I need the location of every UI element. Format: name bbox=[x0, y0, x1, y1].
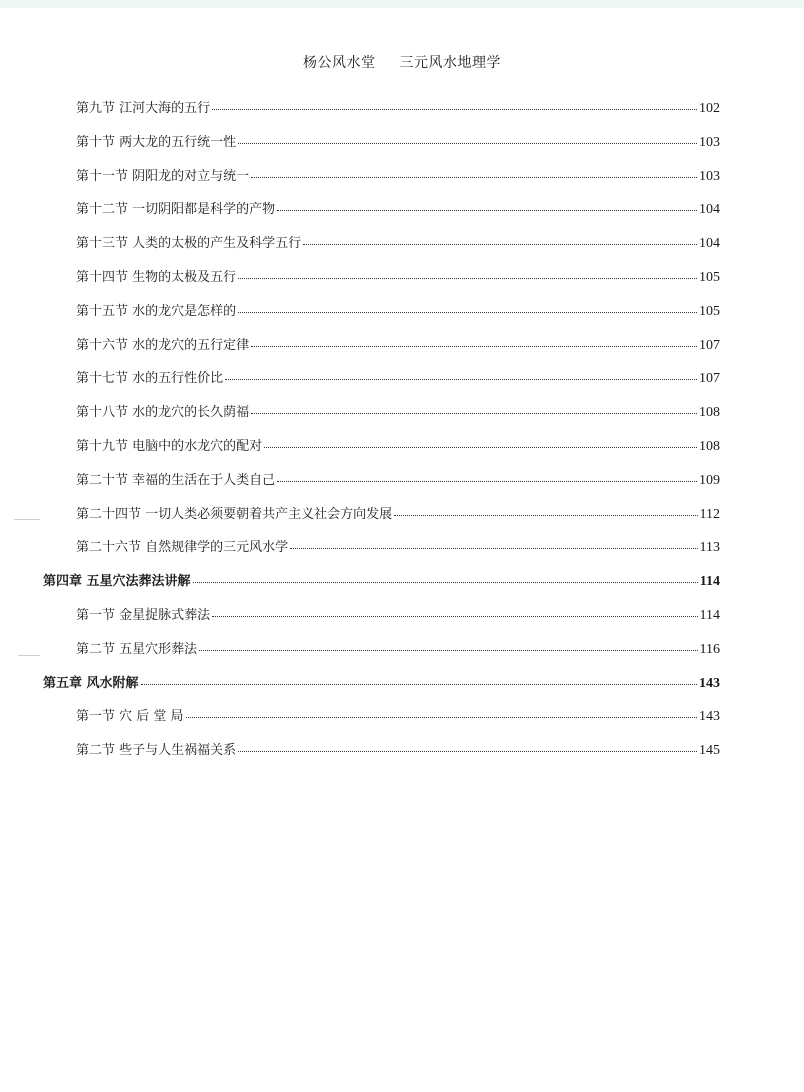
toc-section-entry bbox=[76, 540, 720, 556]
toc-leader-dots bbox=[277, 200, 697, 211]
toc-leader-dots bbox=[238, 741, 697, 752]
toc-section-entry bbox=[76, 270, 720, 286]
header-left-title: 杨公风水堂 bbox=[303, 55, 376, 71]
toc-leader-dots bbox=[212, 606, 697, 617]
toc-leader-dots bbox=[251, 167, 697, 178]
toc-section-entry bbox=[76, 169, 720, 185]
toc-entry-title: 第十五节 水的龙穴是怎样的 bbox=[76, 304, 237, 319]
toc-leader-dots bbox=[212, 99, 697, 110]
toc-leader-dots bbox=[251, 336, 697, 347]
toc-section-entry bbox=[76, 709, 720, 725]
toc-entry-title: 第十九节 电脑中的水龙穴的配对 bbox=[76, 439, 263, 454]
toc-page-number: 145 bbox=[699, 743, 720, 758]
toc-page-number: 109 bbox=[699, 473, 720, 488]
toc-section-entry bbox=[76, 405, 720, 421]
toc-section-entry bbox=[76, 135, 720, 151]
toc-section-entry bbox=[76, 202, 720, 218]
toc-leader-dots bbox=[186, 707, 697, 718]
toc-section-entry bbox=[76, 371, 720, 387]
toc-page-number: 104 bbox=[699, 202, 720, 217]
toc-chapter-entry bbox=[43, 574, 720, 590]
toc-section-entry bbox=[76, 642, 720, 658]
toc-entry-title: 第十节 两大龙的五行统一性 bbox=[76, 135, 237, 150]
toc-leader-dots bbox=[141, 674, 697, 685]
header-right-title: 三元风水地理学 bbox=[399, 55, 501, 71]
toc-entry-title: 第二十四节 一切人类必须要朝着共产主义社会方向发展 bbox=[76, 507, 393, 522]
toc-leader-dots bbox=[238, 302, 697, 313]
toc-entry-title: 第十四节 生物的太极及五行 bbox=[76, 270, 237, 285]
toc-entry-title: 第五章 风水附解 bbox=[43, 676, 139, 691]
toc-page-number: 103 bbox=[699, 135, 720, 150]
scan-mark bbox=[18, 655, 40, 656]
toc-section-entry bbox=[76, 236, 720, 252]
toc-page-number: 105 bbox=[699, 304, 720, 319]
toc-entry-title: 第二节 五星穴形葬法 bbox=[76, 642, 198, 657]
toc-entry-title: 第一节 金星捉脉式葬法 bbox=[76, 608, 211, 623]
toc-section-entry bbox=[76, 338, 720, 354]
toc-page-number: 114 bbox=[699, 608, 720, 623]
toc-page-number: 104 bbox=[699, 236, 720, 251]
toc-leader-dots bbox=[290, 538, 697, 549]
toc-section-entry bbox=[76, 743, 720, 759]
toc-leader-dots bbox=[251, 403, 697, 414]
toc-entry-title: 第十六节 水的龙穴的五行定律 bbox=[76, 338, 250, 353]
toc-entry-title: 第十二节 一切阴阳都是科学的产物 bbox=[76, 202, 276, 217]
toc-page-number: 107 bbox=[699, 338, 720, 353]
toc-leader-dots bbox=[238, 133, 697, 144]
toc-page-number: 143 bbox=[699, 709, 720, 724]
toc-entry-title: 第二十节 幸福的生活在于人类自己 bbox=[76, 473, 276, 488]
toc-entry-title: 第九节 江河大海的五行 bbox=[76, 101, 211, 116]
toc-leader-dots bbox=[199, 640, 697, 651]
toc-entry-title: 第十八节 水的龙穴的长久荫福 bbox=[76, 405, 250, 420]
toc-page-number: 107 bbox=[699, 371, 720, 386]
toc-page-number: 143 bbox=[699, 676, 720, 691]
toc-leader-dots bbox=[238, 268, 697, 279]
toc-leader-dots bbox=[193, 572, 698, 583]
toc-section-entry bbox=[76, 473, 720, 489]
toc-entry-title: 第二十六节 自然规律学的三元风水学 bbox=[76, 540, 289, 555]
toc-entry-title: 第十三节 人类的太极的产生及科学五行 bbox=[76, 236, 302, 251]
toc-entry-title: 第十七节 水的五行性价比 bbox=[76, 371, 224, 386]
toc-section-entry bbox=[76, 304, 720, 320]
toc-section-entry bbox=[76, 439, 720, 455]
toc-entry-title: 第四章 五星穴法葬法讲解 bbox=[43, 574, 191, 589]
toc-leader-dots bbox=[394, 505, 697, 516]
toc-page-number: 105 bbox=[699, 270, 720, 285]
toc-section-entry bbox=[76, 507, 720, 523]
toc-leader-dots bbox=[277, 471, 697, 482]
toc-chapter-entry bbox=[43, 676, 720, 692]
toc-entry-title: 第二节 些子与人生祸福关系 bbox=[76, 743, 237, 758]
toc-page-number: 103 bbox=[699, 169, 720, 184]
toc-leader-dots bbox=[225, 369, 697, 380]
toc-page-number: 112 bbox=[699, 507, 720, 522]
scan-mark bbox=[14, 519, 40, 520]
toc-leader-dots bbox=[303, 234, 697, 245]
toc-entry-title: 第一节 穴 后 堂 局 bbox=[76, 709, 184, 724]
toc-leader-dots bbox=[264, 437, 697, 448]
toc-page-number: 114 bbox=[699, 574, 720, 589]
scan-top-strip bbox=[0, 0, 804, 8]
toc-entry-title: 第十一节 阴阳龙的对立与统一 bbox=[76, 169, 250, 184]
toc-section-entry bbox=[76, 101, 720, 117]
toc-page-number: 113 bbox=[699, 540, 720, 555]
toc-page-number: 108 bbox=[699, 405, 720, 420]
toc-section-entry bbox=[76, 608, 720, 624]
running-header bbox=[0, 52, 804, 72]
toc-page-number: 116 bbox=[699, 642, 720, 657]
toc-page-number: 102 bbox=[699, 101, 720, 116]
toc-page-number: 108 bbox=[699, 439, 720, 454]
